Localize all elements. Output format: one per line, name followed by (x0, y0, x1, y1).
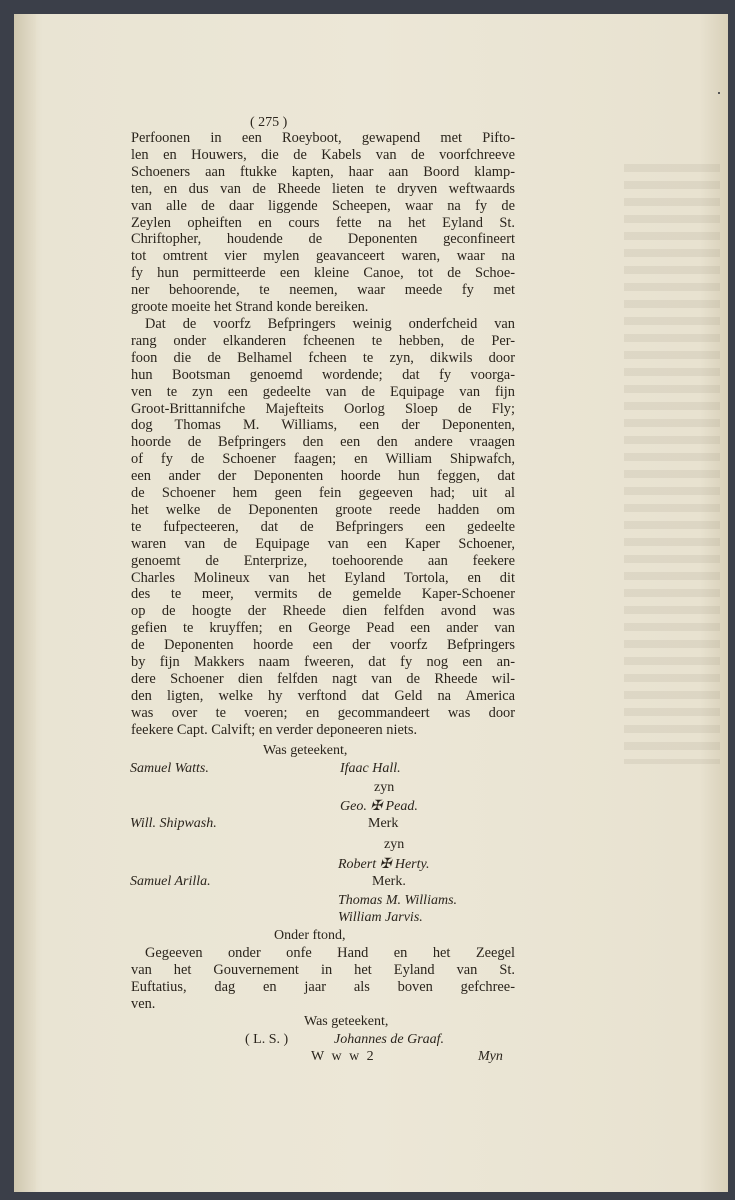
closing-paragraph (131, 945, 515, 1013)
page-gutter (14, 14, 36, 1192)
text-line: de Schoener hem geen fein gegeeven had; uit al (131, 485, 515, 502)
text-line: groote moeite het Strand konde bereiken. (131, 299, 369, 316)
signature-geo-pead: Geo. ✠ Pead. (340, 799, 418, 814)
merk-label-1: Merk (368, 816, 399, 831)
text-line: genoemt de Enterprize, toehoorende aan feekere (131, 552, 515, 569)
signature-samuel-watts: Samuel Watts. (130, 761, 209, 776)
show-through-text (624, 164, 720, 764)
text-line: te fufpecteeren, dat de Befpringers een gedeelte (131, 518, 515, 535)
text-line: ven. (131, 995, 156, 1012)
signature-johannes-de-graaf: Johannes de Graaf. (334, 1032, 445, 1047)
signature-isaac-hall: Ifaac Hall. (340, 761, 401, 776)
signed-label: Was geteekent, (263, 743, 348, 758)
text-line: Zeylen opheiften en cours fette na het Eyland St. (131, 214, 515, 231)
text-line: was over te voeren; en gecommandeert was door (131, 704, 515, 721)
text-block (131, 130, 515, 739)
zyn-label-1: zyn (374, 780, 395, 795)
text-line: Dat de voorfz Befpringers weinig onderfcheid van (145, 315, 515, 332)
text-line: Chriftopher, houdende de Deponenten geconfineert (131, 231, 515, 248)
onder-stond-label: Onder ftond, (274, 928, 346, 943)
text-line: Schoeners aan ftukke kapten, haar aan Boord klamp- (131, 163, 515, 180)
text-line: dog Thomas M. Williams, een der Deponenten, (131, 417, 515, 434)
text-line: Perfoonen in een Roeyboot, gewapend met Pifto- (131, 130, 515, 146)
signed-label-2: Was geteekent, (304, 1014, 389, 1029)
text-line: of fy de Schoener faagen; en William Shipwafch, (131, 451, 515, 468)
zyn-label-2: zyn (384, 837, 405, 852)
text-line: van het Gouvernement in het Eyland van St. (131, 961, 515, 978)
text-line: fy hun permitteerde een kleine Canoe, tot de Schoe- (131, 265, 515, 282)
text-line: Groot-Brittannifche Majefteits Oorlog Sloep de Fly; (131, 400, 515, 417)
text-line: van alle de daar liggende Scheepen, waar na fy de (131, 197, 515, 214)
signature-will-shipwash: Will. Shipwash. (130, 816, 217, 831)
text-line: een ander der Deponenten hoorde hun feggen, dat (131, 468, 515, 485)
closing-block (131, 945, 515, 1013)
text-line: rang onder elkanderen fcheenen te hebben, de Per- (131, 332, 515, 349)
text-line: ven te zyn een gedeelte van de Equipage van fijn (131, 383, 515, 400)
page-speck (718, 92, 720, 94)
merk-label-2: Merk. (372, 874, 406, 889)
text-line: Gegeeven onder onfe Hand en het Zeegel (145, 945, 515, 961)
seal-mark: ( L. S. ) (245, 1032, 289, 1047)
text-line: gefien te kruyffen; en George Pead een ander van (131, 620, 515, 637)
text-line: waren van de Equipage van een Kaper Schoener, (131, 535, 515, 552)
text-line: Charles Molineux van het Eyland Tortola, en dit (131, 569, 515, 586)
signature-william-jarvis: William Jarvis. (338, 910, 423, 925)
signature-robert-herty: Robert ✠ Herty. (338, 857, 430, 872)
signature-samuel-arilla: Samuel Arilla. (130, 874, 211, 889)
signature-mark: W w w 2 (311, 1049, 376, 1064)
text-line: by fijn Makkers naam fweeren, dat fy nog een an- (131, 654, 515, 671)
text-line: des te meer, vermits de gemelde Kaper-Schoener (131, 586, 515, 603)
text-line: het welke de Deponenten groote reede hadden om (131, 501, 515, 518)
paragraph-2 (131, 316, 515, 739)
text-line: Euftatius, dag en jaar als boven gefchree- (131, 978, 515, 995)
text-line: ner behoorende, te neemen, waar meede fy met (131, 282, 515, 299)
text-line: len en Houwers, die de Kabels van de voorfchreeve (131, 146, 515, 163)
text-line: de Deponenten hoorde een der voorfz Befpringers (131, 637, 515, 654)
text-line: ten, en dus van de Rheede lieten te dryven weftwaards (131, 180, 515, 197)
text-line: den ligten, welke hy verftond dat Geld na America (131, 687, 515, 704)
catchword: Myn (478, 1049, 503, 1064)
text-line: hoorde de Befpringers den een den andere vraagen (131, 434, 515, 451)
text-line: op de hoogte der Rheede dien felfden avond was (131, 603, 515, 620)
page-number: ( 275 ) (250, 115, 288, 130)
paragraph-1 (131, 130, 515, 316)
text-line: tot omtrent vier mylen geavanceert waren, waar na (131, 248, 515, 265)
text-line: dere Schoener dien felfden nagt van de Rheede wil- (131, 671, 515, 687)
signature-thomas-williams: Thomas M. Williams. (338, 893, 458, 908)
text-line: feekere Capt. Calvift; en verder deponeeren niets. (131, 721, 418, 738)
text-line: hun Bootsman genoemd wordende; dat fy voorga- (131, 366, 515, 383)
text-line: foon die de Belhamel fcheen te zyn, dikwils door (131, 349, 515, 366)
